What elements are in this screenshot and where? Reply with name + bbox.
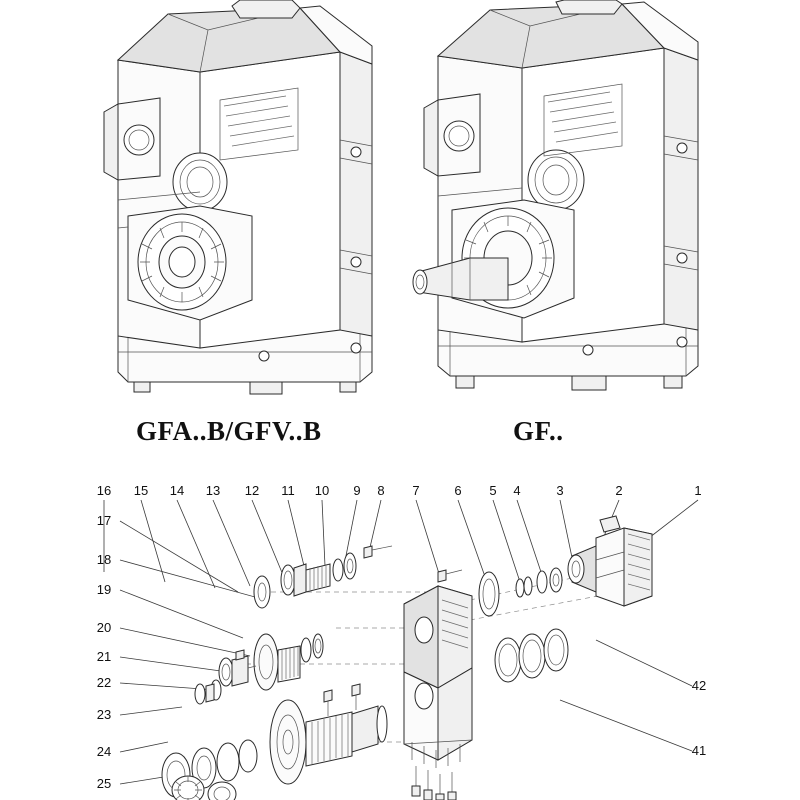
main-housing-exploded [404, 586, 472, 768]
callout-label-18: 18 [96, 552, 112, 567]
callout-label-21: 21 [96, 649, 112, 664]
callout-label-1: 1 [694, 483, 702, 498]
bolt-group-upper [364, 546, 462, 582]
gear-unit-right-illustration [413, 0, 698, 390]
callout-label-23: 23 [96, 707, 112, 722]
callout-label-8: 8 [377, 483, 385, 498]
callout-label-16: 16 [96, 483, 112, 498]
callout-label-14: 14 [169, 483, 185, 498]
callout-label-20: 20 [96, 620, 112, 635]
callout-label-7: 7 [412, 483, 420, 498]
callout-label-9: 9 [353, 483, 361, 498]
callout-label-22: 22 [96, 675, 112, 690]
motor-input-assembly [568, 516, 652, 606]
shaft-gear-group-middle [219, 634, 323, 690]
callout-label-25: 25 [96, 776, 112, 791]
callout-label-2: 2 [615, 483, 623, 498]
exploded-assembly-illustration [104, 500, 698, 800]
callout-label-4: 4 [513, 483, 521, 498]
callout-label-5: 5 [489, 483, 497, 498]
shaft-gear-group-upper [254, 553, 356, 608]
callout-label-13: 13 [205, 483, 221, 498]
figure-caption-left: GFA..B/GFV..B [136, 416, 322, 446]
callout-label-19: 19 [96, 582, 112, 597]
ring-group-lower-right [495, 629, 568, 682]
callout-label-12: 12 [244, 483, 260, 498]
callout-label-6: 6 [454, 483, 462, 498]
callout-label-24: 24 [96, 744, 112, 759]
figure-caption-right: GF.. [513, 416, 564, 446]
callout-label-3: 3 [556, 483, 564, 498]
gear-unit-left-illustration [104, 0, 372, 394]
callout-label-11: 11 [281, 483, 295, 498]
callout-label-41: 41 [691, 743, 707, 758]
callout-label-42: 42 [691, 678, 707, 693]
callout-label-17: 17 [96, 513, 112, 528]
callout-label-10: 10 [314, 483, 330, 498]
bearing-spacer-ring-group-right [479, 568, 562, 616]
pin-group-lower [412, 766, 456, 800]
callout-label-15: 15 [133, 483, 149, 498]
